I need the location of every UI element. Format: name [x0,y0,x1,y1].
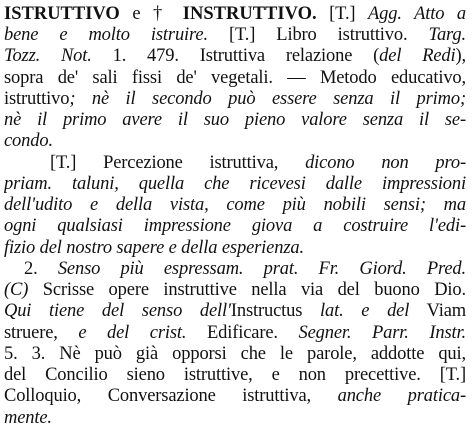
italic-text: priam. taluni, quella che ricevesi dalle impressioni [4,174,466,194]
italic-text: fizio del nostro sapere e della esperienza. [4,238,304,258]
text-run: sopra de' sali fissi de' vegetali. — Metodo educativo, [4,68,466,88]
text-run: Instructus [230,301,321,321]
italic-text: ; nè il secondo può essere senza il primo; [69,89,466,109]
entry-line [4,214,466,238]
text-run: Scrisse opere instruttive nella via del buono Dio. [28,280,466,300]
text-run: Colloquio, Conversazione istruttiva, [4,386,338,406]
text-run: struere, [4,323,79,343]
text-run: del Concilio sieno istruttive, e non precettive. [T.] [4,365,466,385]
entry-line [4,44,466,68]
entry-line [4,129,466,153]
text-run: istruttivo [4,89,70,109]
text-run: [T.] Percezione istruttiva, [50,153,306,173]
text-run: 5. 3. Nè può già opporsi che le parole, addotte qui, [4,344,466,364]
text-run: 1. 479. Istruttiva relazione ( [91,46,380,66]
entry-line [4,299,466,323]
italic-text: condo. [4,131,53,151]
italic-text: mente. [4,408,52,428]
italic-text: del Redi [379,46,456,66]
italic-text: Targ. [428,25,466,45]
italic-text: dicono non pro- [305,153,466,173]
entry-line [4,384,466,408]
italic-text: dell'udito e della vista, come più nobili sensi; ma [4,195,466,215]
headword: ISTRUTTIVO [4,4,120,24]
entry-line [4,406,466,430]
italic-text: lat. e del [320,301,410,321]
italic-text: Qui tiene del senso dell' [4,301,231,321]
text-run: Viam [409,301,466,321]
text-run: 2. [24,259,58,279]
text-run: [T.] [316,4,369,24]
italic-text: anche pratica- [337,386,466,406]
italic-text: e del crist. [78,323,187,343]
italic-text: Senso più espressam. prat. Fr. Giord. Pred. [57,259,466,279]
italic-text: nè il primo avere il suo pieno valore senza il se- [4,110,466,130]
italic-text: Tozz. Not. [4,46,92,66]
italic-text: Segner. Parr. Instr. [298,323,466,343]
text-run: [T.] Libro istruttivo. [207,25,429,45]
text-run: Edificare. [186,323,299,343]
text-run: ), [455,46,466,66]
text-run: e † [119,4,183,24]
italic-text: ogni qualsiasi impressione giova a costruire l'edi- [4,216,466,236]
italic-text: (C) [4,280,29,300]
italic-text: bene e molto istruire. [4,25,208,45]
italic-text: Agg. Atto a [368,4,466,24]
headword: INSTRUTTIVO. [182,4,317,24]
